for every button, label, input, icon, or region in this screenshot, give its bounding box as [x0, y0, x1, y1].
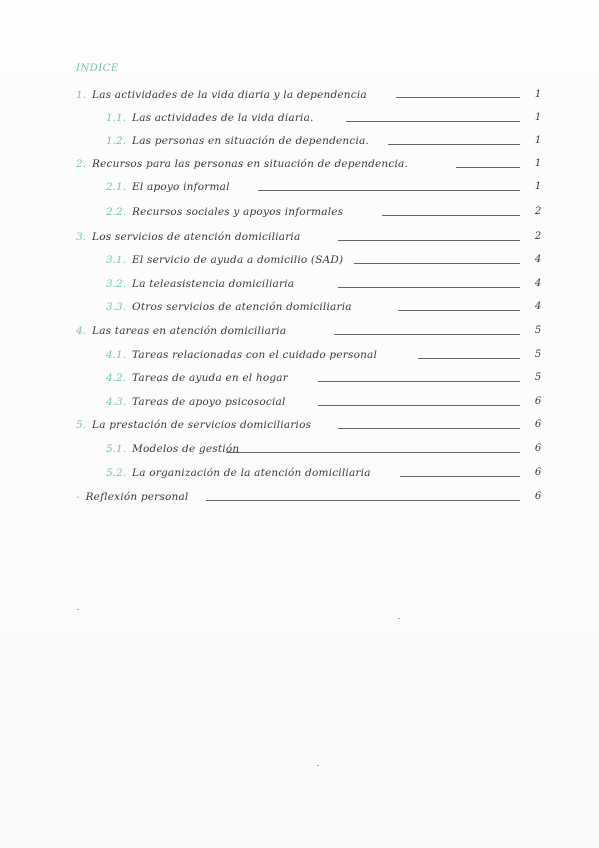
toc-entry-label: Modelos de gestión: [132, 443, 240, 455]
dot-leader: [398, 310, 520, 311]
toc-entry-label: El servicio de ayuda a domicilio (SAD): [132, 254, 344, 266]
toc-entry-page: 4: [534, 254, 542, 265]
toc-entry: [106, 395, 286, 409]
toc-entry-number: 1.1.: [106, 112, 127, 124]
dot-leader: [400, 476, 520, 477]
toc-entry-label: Las actividades de la vida diaria y la dependencia: [92, 89, 367, 101]
toc-entry-page: 6: [534, 419, 542, 430]
dot-leader: [334, 334, 520, 335]
dot-leader: [388, 144, 520, 145]
index-title: INDICE: [76, 63, 119, 74]
dot-leader: [396, 97, 520, 98]
toc-entry-number: 5.1.: [106, 443, 127, 455]
toc-entry-label: Las actividades de la vida diaria.: [132, 112, 314, 124]
toc-entry-page: 4: [534, 301, 542, 312]
toc-entry: [76, 324, 286, 338]
toc-entry-label: Tareas de apoyo psicosocial: [132, 396, 286, 408]
toc-entry-page: 1: [534, 181, 542, 192]
toc-entry: [106, 180, 230, 194]
dot-leader: [338, 287, 520, 288]
toc-entry-number: -: [76, 491, 80, 503]
dot-leader: [318, 405, 520, 406]
toc-entry-page: 2: [534, 206, 542, 217]
toc-entry: [106, 253, 343, 267]
dot-leader: [338, 428, 520, 429]
scan-speck: [77, 609, 79, 610]
dot-leader: [354, 263, 520, 264]
toc-entry-label: Recursos para las personas en situación de dependencia.: [92, 158, 409, 170]
toc-entry-label: Los servicios de atención domiciliaria: [92, 231, 301, 243]
toc-entry-number: 4.: [76, 325, 87, 337]
toc-entry-number: 4.1.: [106, 349, 127, 361]
toc-entry: [106, 371, 288, 385]
dot-leader: [206, 500, 520, 501]
toc-entry-label: Recursos sociales y apoyos informales: [132, 206, 344, 218]
toc-entry-page: 2: [534, 231, 542, 242]
toc-entry: [106, 442, 239, 456]
toc-entry-label: Reflexión personal: [85, 491, 189, 503]
toc-entry: [76, 230, 300, 244]
toc-entry-label: La prestación de servicios domiciliarios: [92, 419, 312, 431]
toc-entry: [76, 490, 189, 504]
toc-entry-label: Tareas relacionadas con el cuidado personal: [132, 349, 378, 361]
toc-entry-number: 2.1.: [106, 181, 127, 193]
toc-entry-page: 5: [534, 349, 542, 360]
dot-leader: [346, 121, 520, 122]
toc-entry-number: 3.2.: [106, 278, 127, 290]
toc-entry: [106, 300, 352, 314]
toc-entry-page: 6: [534, 443, 542, 454]
toc-entry-page: 6: [534, 396, 542, 407]
toc-entry-number: 4.2.: [106, 372, 127, 384]
toc-entry: [76, 418, 311, 432]
toc-entry-label: La teleasistencia domiciliaria: [132, 278, 295, 290]
toc-entry-number: 5.: [76, 419, 87, 431]
toc-entry: [76, 88, 367, 102]
toc-entry-page: 1: [534, 135, 542, 146]
toc-entry-number: 2.2.: [106, 206, 127, 218]
toc-entry: [106, 111, 314, 125]
toc-entry-number: 3.1.: [106, 254, 127, 266]
dot-leader: [318, 381, 520, 382]
toc-entry-number: 2.: [76, 158, 87, 170]
toc-entry-page: 1: [534, 158, 542, 169]
dot-leader: [456, 167, 520, 168]
toc-entry-label: Otros servicios de atención domiciliaria: [132, 301, 352, 313]
toc-entry: [106, 205, 343, 219]
dot-leader: [382, 215, 520, 216]
toc-entry-label: Tareas de ayuda en el hogar: [132, 372, 288, 384]
toc-entry-page: 5: [534, 372, 542, 383]
toc-entry-number: 3.3.: [106, 301, 127, 313]
toc-entry-label: Las personas en situación de dependencia.: [132, 135, 370, 147]
toc-entry: [76, 157, 408, 171]
toc-entry-number: 4.3.: [106, 396, 127, 408]
toc-entry-page: 6: [534, 491, 542, 502]
toc-entry-number: 1.2.: [106, 135, 127, 147]
toc-entry-label: La organización de la atención domiciliaria: [132, 467, 371, 479]
toc-entry-number: 5.2.: [106, 467, 127, 479]
toc-entry-page: 4: [534, 278, 542, 289]
toc-entry: [106, 348, 377, 362]
toc-entry-number: 3.: [76, 231, 87, 243]
toc-entry-page: 1: [534, 112, 542, 123]
toc-entry-label: El apoyo informal: [132, 181, 230, 193]
toc-entry-page: 1: [534, 89, 542, 100]
toc-entry: [106, 466, 371, 480]
toc-entry: [106, 134, 369, 148]
dot-leader: [226, 452, 520, 453]
dot-leader: [258, 190, 520, 191]
scan-speck: [398, 618, 400, 619]
toc-entry-page: 5: [534, 325, 542, 336]
dot-leader: [418, 358, 520, 359]
scan-speck: [317, 765, 319, 766]
toc-entry-label: Las tareas en atención domiciliaria: [92, 325, 287, 337]
toc-entry-page: 6: [534, 467, 542, 478]
toc-entry-number: 1.: [76, 89, 87, 101]
toc-entry: [106, 277, 294, 291]
dot-leader: [338, 240, 520, 241]
